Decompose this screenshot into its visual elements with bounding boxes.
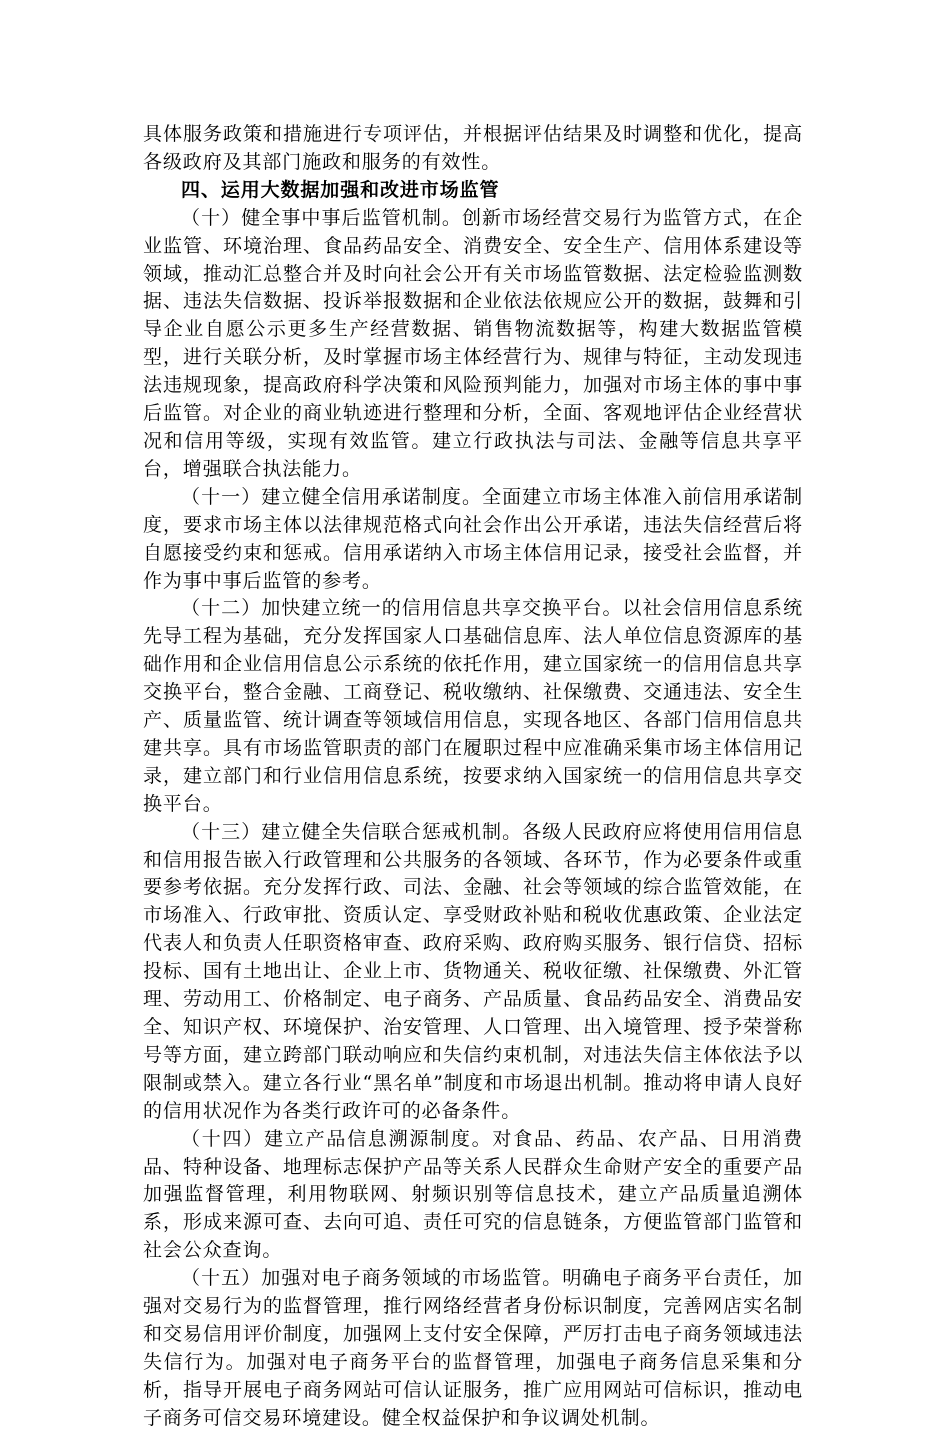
- paragraph-body: 以社会信用信息系统先导工程为基础，充分发挥国家人口基础信息库、法人单位信息资源库的基础作用和企业信用信息公示系统的依托作用，建立国家统一的信用信息共享交换平台，整合金融、工商登记、税收缴纳、社保缴费、交通违法、安全生产、质量监管、统计调查等领域信用信息，实现各地区、各部门信用信息共建共享。具有市场监管职责的部门在履职过程中应准确采集市场主体信用记录，建立部门和行业信用信息系统，按要求纳入国家统一的信用信息共享交换平台。: [143, 597, 803, 815]
- paragraph-lead: （十三）建立健全失信联合惩戒机制。: [181, 820, 523, 843]
- paragraph-lead: （十）健全事中事后监管机制。: [181, 206, 462, 229]
- paragraph-lead: （十四）建立产品信息溯源制度。: [181, 1127, 493, 1150]
- paragraph-10: [143, 205, 803, 484]
- paragraph-lead: （十一）建立健全信用承诺制度。: [181, 485, 483, 508]
- section-heading: 四、运用大数据加强和改进市场监管: [181, 178, 500, 201]
- paragraph-body: 各级人民政府应将使用信用信息和信用报告嵌入行政管理和公共服务的各领域、各环节，作为必要条件或重要参考依据。充分发挥行政、司法、金融、社会等领域的综合监管效能，在市场准入、行政审批、资质认定、享受财政补贴和税收优惠政策、企业法定代表人和负责人任职资格审查、政府采购、政府购买服务、银行信贷、招标投标、国有土地出让、企业上市、货物通关、税收征缴、社保缴费、外汇管理、劳动用工、价格制定、电子商务、产品质量、食品药品安全、消费品安全、知识产权、环境保护、治安管理、人口管理、出入境管理、授予荣誉称号等方面，建立跨部门联动响应和失信约束机制，对违法失信主体依法予以限制或禁入。建立各行业“黑名单”制度和市场退出机制。推动将申请人良好的信用状况作为各类行政许可的必备条件。: [143, 820, 803, 1122]
- document-body: [143, 121, 803, 1433]
- paragraph-body: 创新市场经营交易行为监管方式，在企业监管、环境治理、食品药品安全、消费安全、安全生产、信用体系建设等领域，推动汇总整合并及时向社会公开有关市场监管数据、法定检验监测数据、违法失信数据、投诉举报数据和企业依法依规应公开的数据，鼓舞和引导企业自愿公示更多生产经营数据、销售物流数据等，构建大数据监管模型，进行关联分析，及时掌握市场主体经营行为、规律与特征，主动发现违法违规现象，提高政府科学决策和风险预判能力，加强对市场主体的事中事后监管。对企业的商业轨迹进行整理和分析，全面、客观地评估企业经营状况和信用等级，实现有效监管。建立行政执法与司法、金融等信息共享平台，增强联合执法能力。: [143, 206, 803, 480]
- paragraph-body: 全面建立市场主体准入前信用承诺制度，要求市场主体以法律规范格式向社会作出公开承诺，违法失信经营后将自愿接受约束和惩戒。信用承诺纳入市场主体信用记录，接受社会监督，并作为事中事后监管的参考。: [143, 485, 803, 592]
- paragraph-11: [143, 484, 803, 596]
- intro-continuation-paragraph: 具体服务政策和措施进行专项评估，并根据评估结果及时调整和优化，提高各级政府及其部门施政和服务的有效性。: [143, 123, 803, 173]
- paragraph-lead: （十二）加快建立统一的信用信息共享交换平台。: [181, 597, 623, 620]
- paragraph-12: [143, 595, 803, 818]
- paragraph-14: [143, 1126, 803, 1266]
- paragraph-body: 明确电子商务平台责任，加强对交易行为的监督管理，推行网络经营者身份标识制度，完善网店实名制和交易信用评价制度，加强网上支付安全保障，严厉打击电子商务领域违法失信行为。加强对电子商务平台的监督管理，加强电子商务信息采集和分析，指导开展电子商务网站可信认证服务，推广应用网站可信标识，推动电子商务可信交易环境建设。健全权益保护和争议调处机制。: [143, 1267, 803, 1429]
- paragraph-15: [143, 1265, 803, 1432]
- paragraph-lead: （十五）加强对电子商务领域的市场监管。: [181, 1267, 563, 1290]
- paragraph-13: [143, 819, 803, 1126]
- paragraph-body: 对食品、药品、农产品、日用消费品、特种设备、地理标志保护产品等关系人民群众生命财产安全的重要产品加强监督管理，利用物联网、射频识别等信息技术，建立产品质量追溯体系，形成来源可查、去向可追、责任可究的信息链条，方便监管部门监管和社会公众查询。: [143, 1127, 803, 1262]
